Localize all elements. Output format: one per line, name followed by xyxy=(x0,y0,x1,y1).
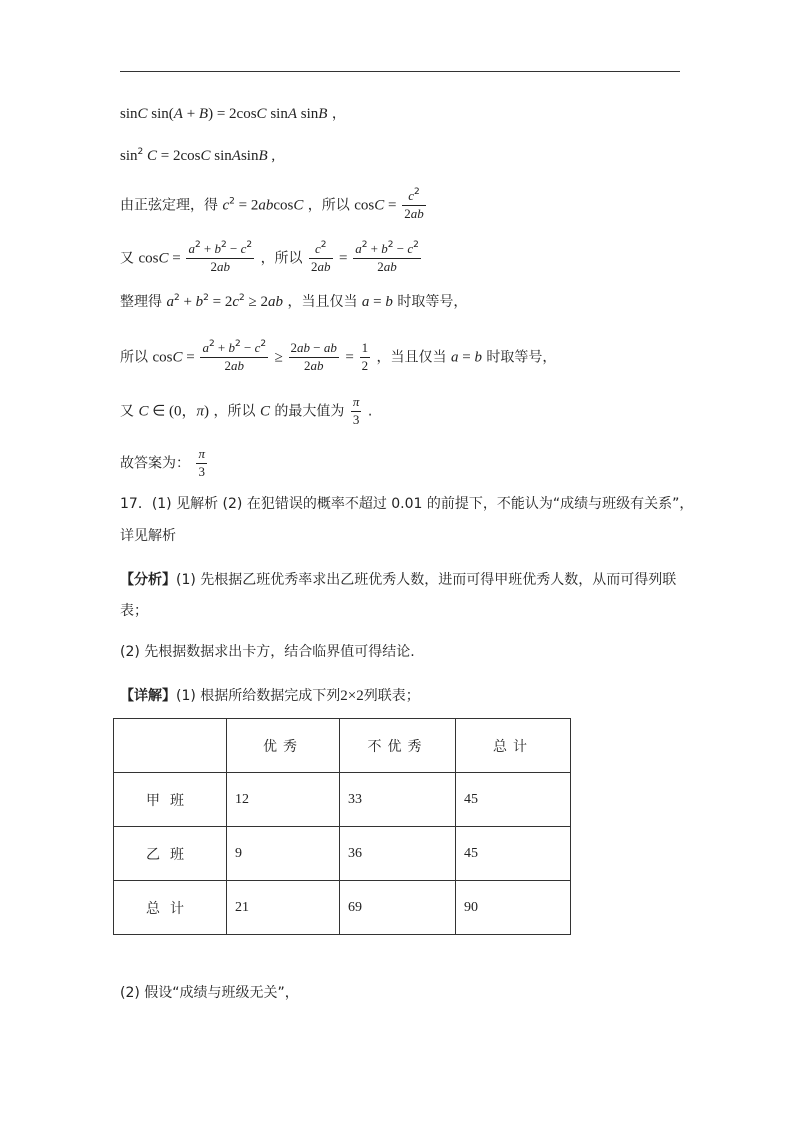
line6-tail: 时取等号， xyxy=(486,349,557,366)
table-row xyxy=(114,881,571,935)
cell-value: 69 xyxy=(340,881,456,935)
analysis-line-2: (2) 先根据数据求出卡方，结合临界值可得结论. xyxy=(120,644,415,660)
line4-pre: 又 xyxy=(120,250,134,267)
cell-value: 36 xyxy=(340,827,456,881)
assumption-line: (2) 假设“成绩与班级无关”， xyxy=(120,985,299,1001)
line7-pre: 又 xyxy=(120,403,134,420)
table-corner-cell xyxy=(114,719,227,773)
table-row xyxy=(114,827,571,881)
formula-line-4: 又 cosC = $\frac{a^2 + b^2 - c^2}{2ab}$ ，所以 $\frac{c^2}{2ab}$ = $\frac{a^2 + b^2 - c^2}{2ab}$ xyxy=(120,240,419,274)
header-not-excellent: 不优秀 xyxy=(340,719,456,773)
line4-mid: ，所以 xyxy=(260,250,303,267)
line7-mid2: 的最大值为 xyxy=(274,403,345,420)
q17-answer-cont: 详见解析 xyxy=(120,528,176,544)
formula-line-5: 整理得 $a^2 + b^2 = 2c^2 \ge 2ab$ ，当且仅当 a = b 时取等号， xyxy=(120,293,468,310)
detail-text-1: (1) 根据所给数据完成下列 xyxy=(176,688,341,704)
header-total: 总计 xyxy=(456,719,571,773)
formula-line-3: 由正弦定理，得 $c^2 = 2abcosC$ ，所以 cosC = $\frac{c^2}{2ab}$ xyxy=(120,187,424,221)
cell-value: 21 xyxy=(227,881,340,935)
formula-line-2: $\sin^2 C = 2\cos C$ sinAsinB , xyxy=(120,147,276,164)
table-row xyxy=(114,773,571,827)
line7-mid: ，所以 xyxy=(213,403,256,420)
detail-tag: 【详解】 xyxy=(120,688,176,704)
line5-pre: 整理得 xyxy=(120,294,162,310)
row-label-class-b: 乙班 xyxy=(114,827,227,881)
cell-value: 90 xyxy=(456,881,571,935)
row-label-class-a: 甲班 xyxy=(114,773,227,827)
header-rule xyxy=(120,71,680,72)
analysis-text-1: (1) 先根据乙班优秀率求出乙班优秀人数，进而可得甲班优秀人数，从而可得列联 xyxy=(176,572,677,588)
cell-value: 12 xyxy=(227,773,340,827)
line5-tail: 时取等号， xyxy=(397,294,468,310)
line3-pre: 由正弦定理，得 xyxy=(120,197,218,214)
header-excellent: 优秀 xyxy=(227,719,340,773)
line8-pre: 故答案为： xyxy=(120,455,190,472)
detail-text-tail: 列联表； xyxy=(363,688,420,704)
q17-answer: 17．(1) 见解析 (2) 在犯错误的概率不超过 0.01 的前提下，不能认为“成绩与班级有关系”， xyxy=(120,496,694,512)
line5-mid: ，当且仅当 xyxy=(287,294,358,310)
analysis-tag: 【分析】 xyxy=(120,572,176,588)
analysis-line-1 xyxy=(120,570,676,590)
detail-line-1: 【详解】(1) 根据所给数据完成下列2×2列联表； xyxy=(120,688,420,704)
line7-tail: . xyxy=(367,403,373,420)
line3-mid: ，所以 xyxy=(307,197,350,214)
analysis-line-1b: 表； xyxy=(120,603,148,619)
line1-tail: ， xyxy=(331,106,346,122)
formula-line-6: 所以 cosC = $\frac{a^2 + b^2 - c^2}{2ab}$ ≥ $\frac{2ab - ab}{2ab}$ = $\frac{1}{2}$ ，当且仅当 a = b 时取等号， xyxy=(120,339,557,373)
cell-value: 9 xyxy=(227,827,340,881)
line6-pre: 所以 xyxy=(120,349,148,366)
contingency-table xyxy=(113,718,571,935)
formula-line-7: 又 C ∈ (0，π) ，所以 C 的最大值为 $\frac{\pi}{3}$ . xyxy=(120,394,373,427)
cell-value: 45 xyxy=(456,827,571,881)
answer-line: 故答案为： $\frac{\pi}{3}$ xyxy=(120,446,205,479)
line6-mid: ，当且仅当 xyxy=(376,349,447,366)
table-header-row xyxy=(114,719,571,773)
row-label-total: 总计 xyxy=(114,881,227,935)
formula-line-1: sinC sin(A + B) = 2cosC sinA sinB ， xyxy=(120,106,346,122)
cell-value: 33 xyxy=(340,773,456,827)
cell-value: 45 xyxy=(456,773,571,827)
